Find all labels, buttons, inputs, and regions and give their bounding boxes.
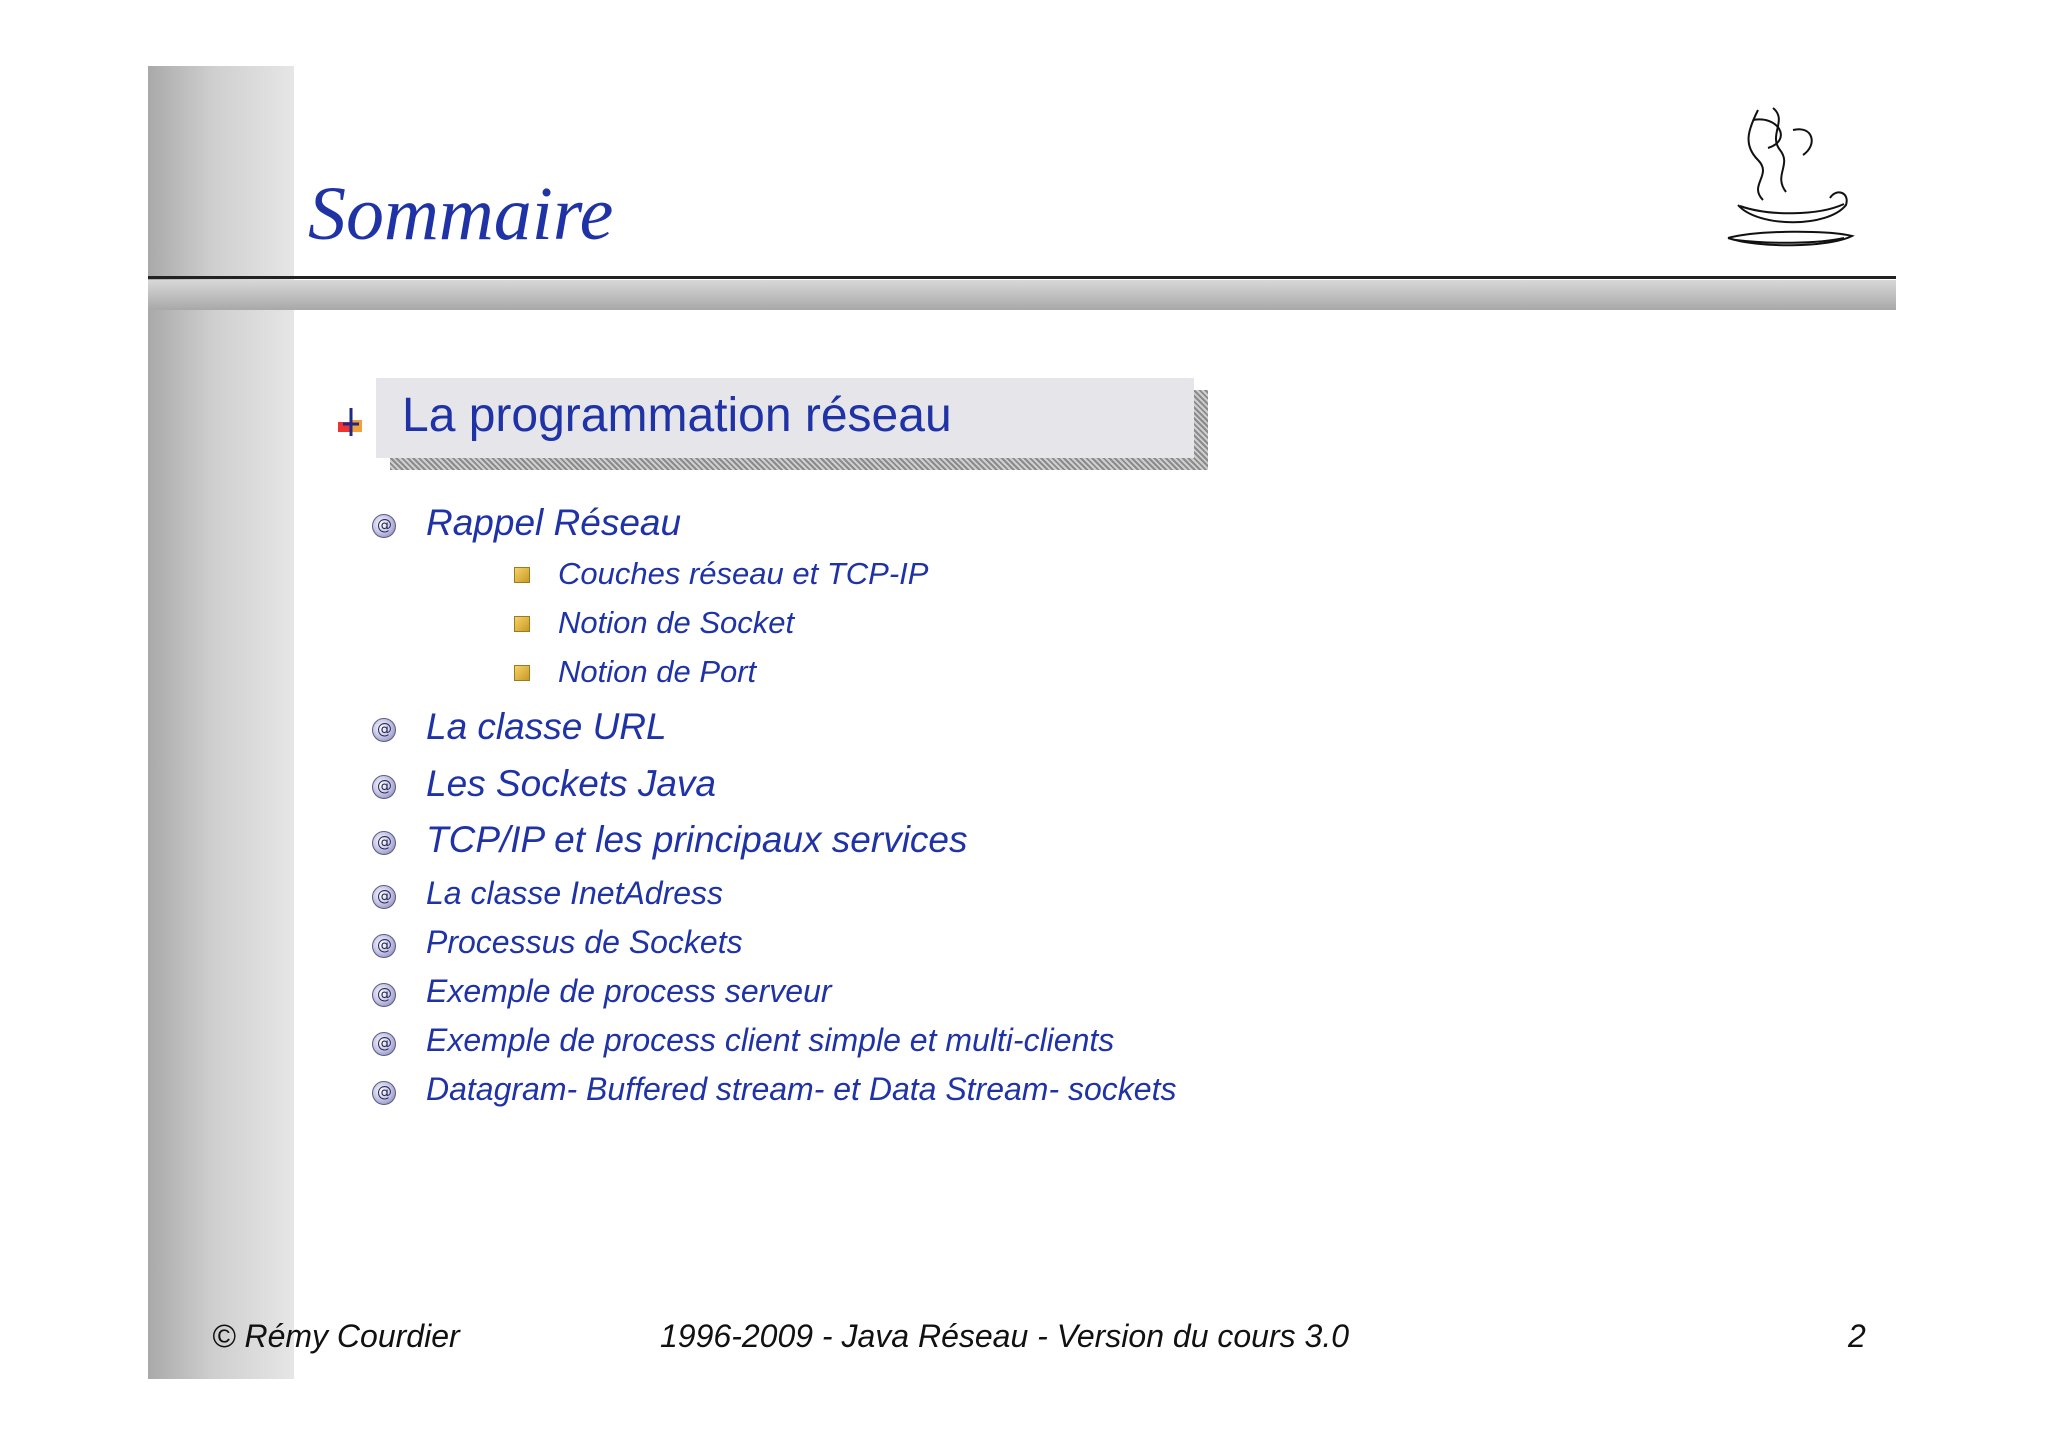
footer-page-number: 2 [1848,1318,1866,1354]
list-item-label: La classe InetAdress [426,875,724,911]
square-bullet-icon [514,665,530,681]
list-item-label: Exemple de process serveur [426,973,832,1009]
at-sign-bullet-icon [372,885,396,909]
list-item [558,556,928,592]
footer-author: © Rémy Courdier [212,1318,460,1354]
java-coffee-cup-icon [1718,100,1858,250]
at-sign-bullet-icon [372,775,396,799]
pin-icon [336,406,366,438]
title-underline [148,276,1896,279]
list-item-label: Notion de Port [558,654,757,689]
slide-title: Sommaire [308,172,614,256]
footer-course: 1996-2009 - Java Réseau - Version du cours 3.0 [660,1318,1349,1354]
sidebar-gradient [148,66,294,1379]
list-item [426,924,743,961]
section-label: La programmation réseau [402,389,952,442]
list-item [426,1071,1176,1108]
list-item [426,819,968,861]
square-bullet-icon [514,567,530,583]
list-item-label: Exemple de process client simple et multi-clients [426,1022,1115,1058]
list-item-label: La classe URL [426,706,667,747]
list-item [426,706,667,748]
at-sign-bullet-icon [372,1081,396,1105]
at-sign-bullet-icon [372,514,396,538]
list-item [558,654,756,690]
list-item-label: Couches réseau et TCP-IP [558,556,929,591]
at-sign-bullet-icon [372,1032,396,1056]
list-item [558,605,794,641]
list-item-label: Notion de Socket [558,605,795,640]
at-sign-bullet-icon [372,831,396,855]
list-item [426,875,723,912]
at-sign-bullet-icon [372,983,396,1007]
square-bullet-icon [514,616,530,632]
list-item [426,973,832,1010]
list-item-label: Datagram- Buffered stream- et Data Stream- sockets [426,1071,1177,1107]
list-item [426,763,716,805]
list-item-label: Les Sockets Java [426,763,716,804]
list-item-label: Rappel Réseau [426,502,682,543]
at-sign-bullet-icon [372,934,396,958]
list-item [426,502,681,544]
section-box [376,378,1194,458]
at-sign-bullet-icon [372,718,396,742]
header-bar [148,280,1896,310]
list-item [426,1022,1114,1059]
list-item-label: Processus de Sockets [426,924,743,960]
slide [148,66,1896,1379]
list-item-label: TCP/IP et les principaux services [426,819,968,860]
